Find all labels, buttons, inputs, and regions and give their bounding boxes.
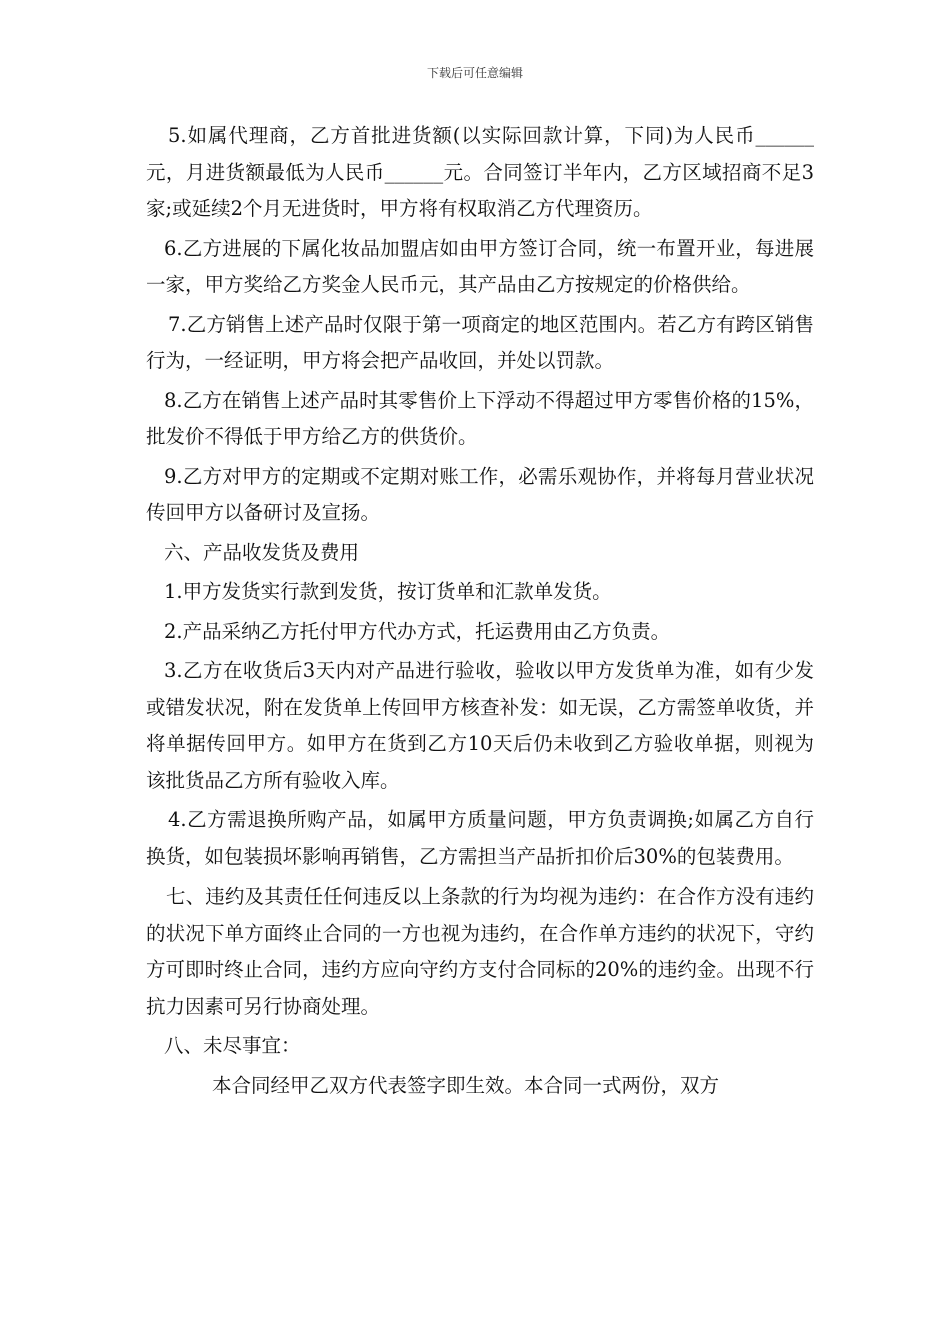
paragraph-returns: 4.乙方需退换所购产品，如属甲方质量问题，甲方负责调换;如属乙方自行换货，如包装损坏影响再销售，乙方需担当产品折扣价后30%的包装费用。 <box>146 808 814 868</box>
paragraph-consignment: 2.产品采纳乙方托付甲方代办方式，托运费用由乙方负责。 <box>164 619 671 643</box>
section-heading-miscellaneous: 八、未尽事宜： <box>164 1034 301 1057</box>
paragraph-sales-region: 7.乙方销售上述产品时仅限于第一项商定的地区范围内。若乙方有跨区销售行为，一经证明，甲方将会把产品收回，并处以罚款。 <box>146 312 814 372</box>
paragraph-agent-purchase: 5.如属代理商，乙方首批进货额(以实际回款计算，下同)为人民币______元，月进货额最低为人民币______元。合同签订半年内，乙方区域招商不足3家;或延续2个月无进货时，甲方将有权取消乙方代理资历。 <box>146 124 814 220</box>
section-heading-shipping: 六、产品收发货及费用 <box>164 540 360 564</box>
paragraph-reconciliation: 9.乙方对甲方的定期或不定期对账工作，必需乐观协作，并将每月营业状况传回甲方以备研讨及宣扬。 <box>146 464 814 524</box>
paragraph-payment-before-shipping: 1.甲方发货实行款到发货，按订货单和汇款单发货。 <box>164 580 612 603</box>
paragraph-inspection: 3.乙方在收货后3天内对产品进行验收，验收以甲方发货单为准，如有少发或错发状况，附在发货单上传回甲方核查补发：如无误，乙方需签单收货，并将单据传回甲方。如甲方在货到乙方10天后仍未收到乙方验收单据，则视为该批货品乙方所有验收入库。 <box>146 659 814 792</box>
paragraph-franchise-reward: 6.乙方进展的下属化妆品加盟店如由甲方签订合同，统一布置开业，每进展一家，甲方奖给乙方奖金人民币元，其产品由乙方按规定的价格供给。 <box>146 236 814 296</box>
paragraph-effectiveness: 本合同经甲乙双方代表签字即生效。本合同一式两份，双方 <box>212 1073 720 1097</box>
paragraph-retail-price: 8.乙方在销售上述产品时其零售价上下浮动不得超过甲方零售价格的15%，批发价不得低于甲方给乙方的供货价。 <box>146 388 814 448</box>
section-breach-liability: 七、违约及其责任任何违反以上条款的行为均视为违约：在合作方没有违约的状况下单方面终止合同的一方也视为违约，在合作单方违约的状况下，守约方可即时终止合同，违约方应向守约方支付合同标的20%的违约金。出现不行抗力因素可另行协商处理。 <box>146 885 814 1018</box>
document-body <box>146 118 814 1107</box>
page-header: 下载后可任意编辑 <box>426 66 523 80</box>
